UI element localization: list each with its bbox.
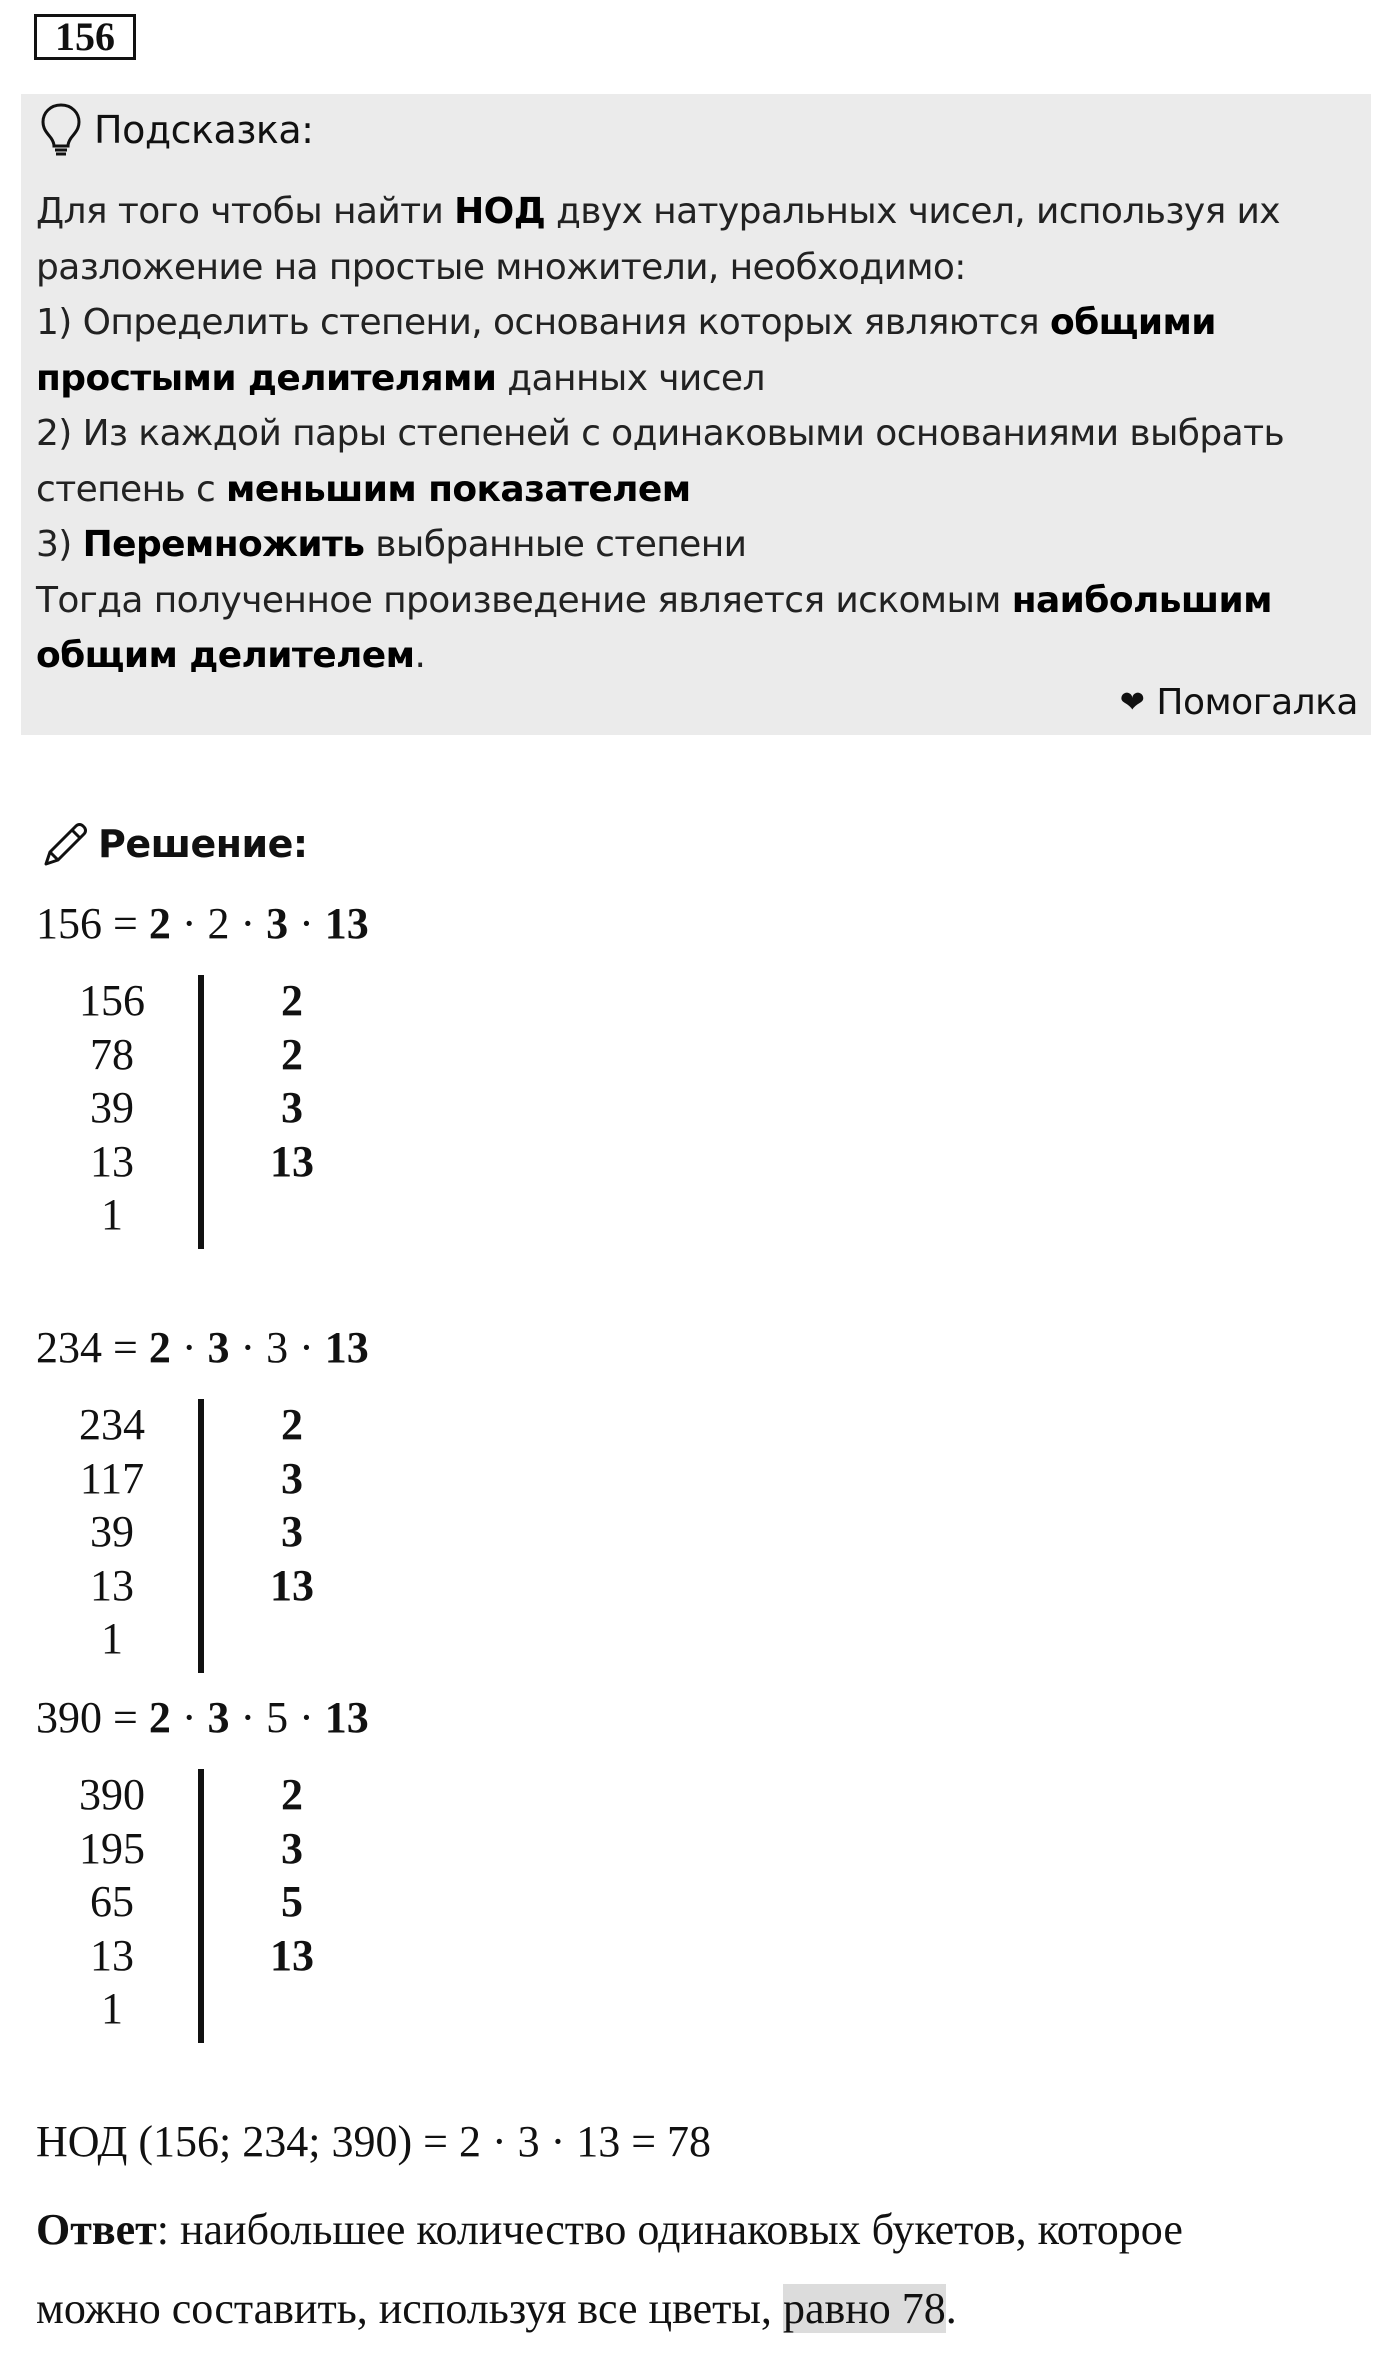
hint-text-run: разложение на простые множители, необходимо: — [36, 246, 966, 288]
hint-text-run: 1) Определить степени, основания которых являются — [36, 302, 1050, 343]
hint-line — [36, 573, 1356, 629]
dividend-number: 117 — [79, 1453, 145, 1503]
hint-text-run: Перемножить — [82, 524, 365, 565]
equation-run: 2 — [148, 1323, 171, 1372]
equation-run: 13 — [324, 1693, 369, 1742]
dividend-number: 13 — [90, 1930, 134, 1980]
answer-line-2 — [36, 2269, 1376, 2348]
prime-divisor: 13 — [270, 1136, 314, 1186]
answer — [36, 2190, 1376, 2348]
hint-text-run: выбранные степени — [364, 524, 747, 565]
gcd-result: НОД (156; 234; 390) = 2 · 3 · 13 = 78 — [36, 2117, 712, 2166]
answer-text-1: : наибольшее количество одинаковых букетов, которое — [156, 2205, 1183, 2254]
hint-text-run: общим делителем — [36, 635, 415, 676]
answer-highlight: равно 78 — [782, 2284, 946, 2333]
prime-divisor: 3 — [281, 1507, 303, 1556]
prime-divisor: 2 — [281, 1400, 303, 1449]
prime-divisor: 2 — [281, 976, 303, 1025]
equation-run: · — [170, 1693, 208, 1742]
solution-header — [40, 816, 308, 872]
hint-line — [36, 406, 1356, 462]
hint-title: Подсказка: — [94, 108, 314, 152]
hint-text-run: 2) Из каждой пары степеней с одинаковыми основаниями выбрать — [36, 413, 1285, 454]
factorization-equation — [36, 898, 369, 949]
equation-run: · 3 · — [229, 1323, 325, 1372]
hint-text-run: Для того чтобы найти — [36, 191, 455, 232]
solution-title: Решение: — [98, 822, 308, 866]
answer-end: . — [945, 2284, 957, 2333]
equation-run: 390 = — [36, 1693, 149, 1742]
equation-run: 3 — [207, 1693, 230, 1742]
equation-run: 3 — [207, 1323, 230, 1372]
hint-text-run: меньшим показателем — [226, 468, 691, 510]
factorization-equation — [36, 1322, 369, 1373]
heart-icon: ❤ — [1119, 685, 1145, 720]
equation-run: 2 — [148, 1693, 171, 1742]
dividend-number: 390 — [79, 1770, 145, 1819]
hint-text-run: НОД — [454, 191, 546, 232]
hint-header — [40, 100, 313, 160]
dividend-number: 1 — [101, 1614, 123, 1663]
equation-run: 13 — [324, 899, 369, 948]
pencil-icon — [40, 818, 92, 870]
hint-line — [36, 628, 1356, 684]
dividend-number: 195 — [79, 1823, 145, 1873]
lightbulb-icon — [40, 102, 82, 158]
dividend-number: 13 — [90, 1136, 134, 1186]
answer-text-2: можно составить, используя все цветы, — [36, 2284, 783, 2333]
dividend-number: 13 — [90, 1560, 134, 1610]
hint-text-run: наибольшим — [1011, 579, 1272, 621]
hint-text-run: . — [414, 635, 426, 676]
equation-run: 156 = — [36, 899, 149, 948]
factorization-equation — [36, 1692, 369, 1743]
equation-run: 3 — [266, 899, 289, 948]
hint-line — [36, 351, 1356, 407]
hint-line — [36, 517, 1356, 573]
hint-body — [36, 184, 1356, 684]
task-number: 156 — [34, 14, 136, 60]
prime-divisor: 5 — [281, 1877, 303, 1926]
dividend-number: 39 — [90, 1083, 134, 1132]
dividend-number: 234 — [79, 1400, 145, 1449]
factorization-table — [0, 1399, 400, 1669]
hint-text-run: 3) — [36, 524, 83, 565]
answer-line-1 — [36, 2190, 1376, 2269]
equation-run: · 2 · — [170, 899, 267, 948]
prime-divisor: 3 — [281, 1823, 303, 1873]
prime-divisor: 2 — [281, 1029, 303, 1079]
dividend-number: 1 — [101, 1190, 123, 1239]
factorization-table — [0, 1769, 400, 2039]
hint-text-run: двух натуральных чисел, используя их — [545, 191, 1281, 232]
dividend-number: 65 — [90, 1877, 134, 1926]
answer-label: Ответ — [36, 2205, 157, 2254]
hint-text-run: степень с — [36, 468, 227, 510]
hint-footer — [1120, 682, 1358, 723]
prime-divisor: 3 — [281, 1083, 303, 1132]
prime-divisor: 3 — [281, 1453, 303, 1503]
hint-line — [36, 462, 1356, 518]
hint-text-run: простыми делителями — [36, 357, 497, 399]
equation-run: · — [288, 899, 325, 948]
dividend-number: 78 — [90, 1029, 134, 1079]
hint-line — [36, 240, 1356, 296]
dividend-number: 1 — [101, 1984, 123, 2033]
prime-divisor: 13 — [270, 1930, 314, 1980]
dividend-number: 39 — [90, 1507, 134, 1556]
prime-divisor: 2 — [281, 1770, 303, 1819]
dividend-number: 156 — [79, 976, 145, 1025]
prime-divisor: 13 — [270, 1560, 314, 1610]
equation-run: 13 — [324, 1323, 369, 1372]
factorization-table — [0, 975, 400, 1245]
equation-run: · 5 · — [229, 1693, 325, 1742]
equation-run: 2 — [148, 899, 171, 948]
hint-line — [36, 184, 1356, 240]
hint-footer-label: Помогалка — [1156, 682, 1358, 723]
equation-run: 234 = — [36, 1323, 149, 1372]
equation-run: · — [170, 1323, 208, 1372]
hint-text-run: данных чисел — [496, 357, 765, 399]
hint-text-run: Тогда полученное произведение является искомым — [36, 579, 1012, 621]
hint-text-run: общими — [1049, 302, 1216, 343]
hint-line — [36, 295, 1356, 351]
